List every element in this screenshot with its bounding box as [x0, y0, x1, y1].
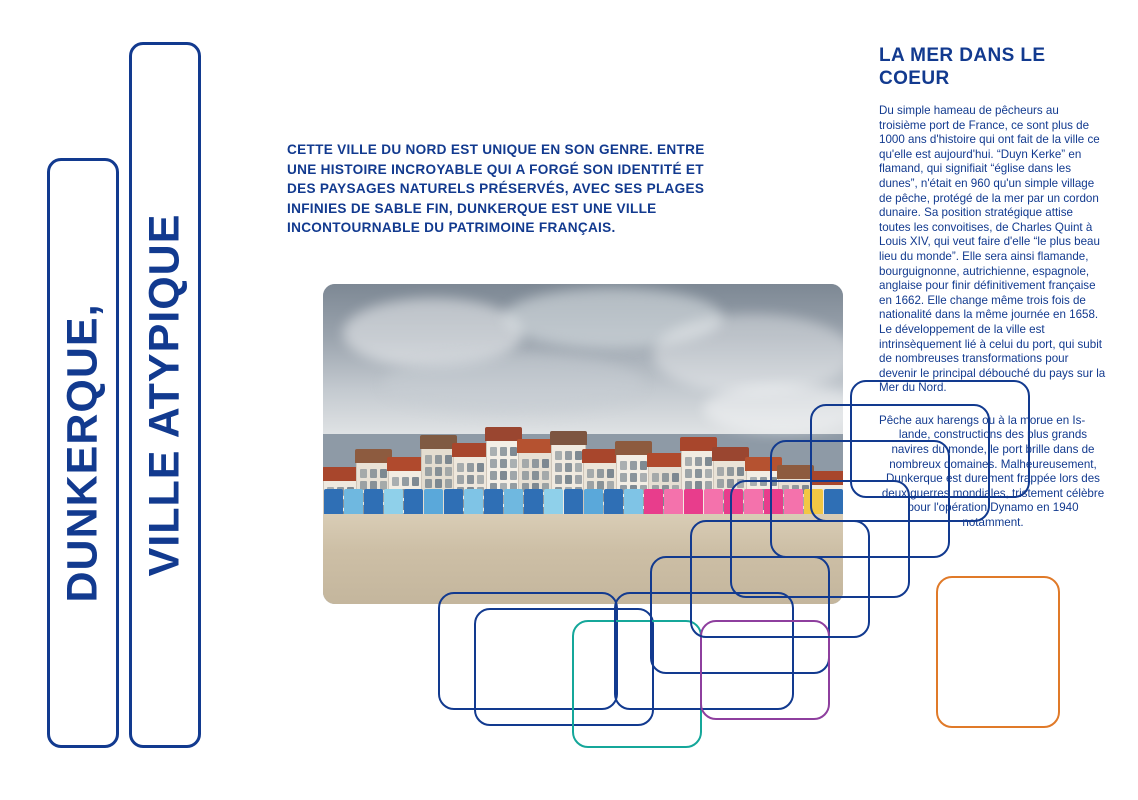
beach-hut — [584, 489, 603, 518]
title-line-1: DUNKERQUE, — [58, 303, 107, 603]
beach-hut — [424, 489, 443, 518]
beach-hut — [524, 489, 543, 518]
beach-hut — [564, 489, 583, 518]
decorative-frame — [936, 576, 1060, 728]
beach-hut — [704, 489, 723, 518]
cloud-icon — [653, 314, 843, 394]
beach-hut — [544, 489, 563, 518]
beach-hut — [684, 489, 703, 518]
beach-hut — [604, 489, 623, 518]
beach-hut — [344, 489, 363, 518]
roof — [485, 427, 522, 441]
roof — [550, 431, 587, 445]
decorative-frame — [850, 380, 1030, 498]
beach-hut — [624, 489, 643, 518]
beach-hut — [464, 489, 483, 518]
roof — [647, 453, 684, 467]
beach-hut — [384, 489, 403, 518]
roof — [615, 441, 652, 455]
roof — [387, 457, 424, 471]
cloud-icon — [383, 354, 643, 414]
beach-hut — [324, 489, 343, 518]
beach-hut — [664, 489, 683, 518]
beach-hut — [364, 489, 383, 518]
body-paragraph-2-first-line: Pêche aux harengs ou à la morue en Is- — [879, 413, 1086, 427]
title-line-2: VILLE ATYPIQUE — [140, 213, 189, 577]
roof — [582, 449, 619, 463]
beach-hut — [504, 489, 523, 518]
beach-hut — [644, 489, 663, 518]
beach-hut — [444, 489, 463, 518]
section-heading: LA MER DANS LE COEUR — [879, 45, 1046, 89]
beach-hut — [484, 489, 503, 518]
roof — [323, 467, 359, 481]
intro-paragraph: CETTE VILLE DU NORD EST UNIQUE EN SON GENRE. ENTRE UNE HISTOIRE INCROYABLE QUI A FORGÉ SON IDENTITÉ ET DES PAYSAGES NATURELS PRÉSERVÉS, AVEC SES PLAGES INFINIES DE SABLE FIN, DUNKERQUE EST UNE VILLE INCONTOURNABLE DU PATRIMOINE FRANÇAIS. — [287, 142, 705, 235]
roof — [517, 439, 554, 453]
beach-hut — [404, 489, 423, 518]
title-box-dunkerque — [47, 158, 119, 748]
roof — [712, 447, 749, 461]
body-paragraph-1: Du simple hameau de pêcheurs au troisième port de France, ce sont plus de 1000 ans d'histoire qui ont fait de la ville ce qu'elle est aujourd'hui. “Duyn Kerke” en flamand, qui signifiait “église dans les dunes”, n'était en 960 qu'un simple village de pêche, protégé de la mer par un cordon dunaire. Sa position stratégique attise toutes les convoitises, de Charles Quint à Louis XIV, qui veut faire d'elle “le plus beau lieu du monde”. Elle sera ainsi flamande, bourguignonne, autrichienne, espagnole, anglaise pour finir définitivement française en 1662. Elle change même trois fois de nationalité dans la même journée en 1658. Le développement de la ville est intrinsèquement lié à celui du port, qui subit de nombreuses transformations pour devenir le principal débouché du pays sur la Mer du Nord. — [879, 104, 1106, 395]
roof — [452, 443, 489, 457]
body-paragraph-2-rest: lande, constructions des plus grands navires du monde, le port brille dans de nombreux domaines. Malheureusement, Dunkerque est durement frappée lors des deux guerres mondiales, tristement célèbre pour l'opération Dynamo en 1940 notamment. — [881, 428, 1105, 530]
title-box-ville-atypique — [129, 42, 201, 748]
